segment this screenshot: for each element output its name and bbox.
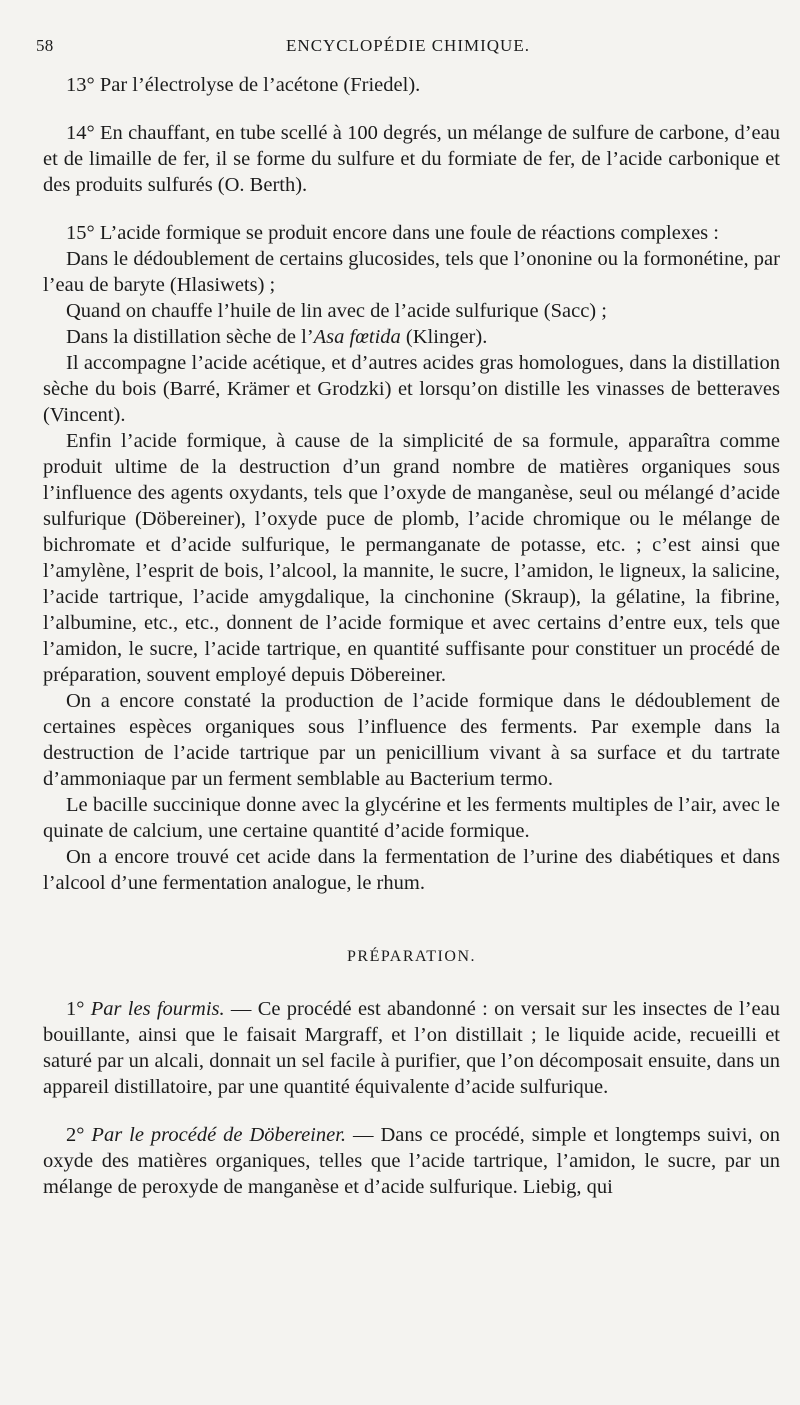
paragraph-ferments: On a encore constaté la production de l’acide formique dans le dédoublement de certaines espèces organiques sous l’influence des ferments. Par exemple dans la destruction de l’acide tartrique par un penicillium vivant à sa surface et du tartrate d’ammoniaque par un ferment semblable au Bacterium termo. xyxy=(43,690,780,790)
paragraph-14: 14° En chauffant, en tube scellé à 100 degrés, un mélange de sulfure de carbone, d’eau et de limaille de fer, il se forme du sulfure et du formiate de fer, de l’acide carbonique et des produits sulfurés (O. Berth). xyxy=(43,122,780,196)
method-text: — Dans ce procédé, simple et longtemps suivi, on oxyde des matières organiques, telles que l’acide tartrique, l’amidon, le sucre, par un mélange de peroxyde de manganèse et d’acide sulfurique. Liebig, qui xyxy=(43,1124,780,1198)
method-dobereiner xyxy=(43,1122,780,1200)
paragraph-urine-diabetiques: On a encore trouvé cet acide dans la fermentation de l’urine des diabétiques et dans l’alcool d’une fermentation analogue, le rhum. xyxy=(43,846,780,894)
body-text xyxy=(43,72,780,1200)
section-heading-preparation: PRÉPARATION. xyxy=(347,948,476,965)
method-title: Par les fourmis. xyxy=(90,998,225,1020)
page-header xyxy=(36,36,780,60)
paragraph-13: 13° Par l’électrolyse de l’acétone (Friedel). xyxy=(66,74,421,96)
method-text: — Ce procédé est abandonné : on versait sur les insectes de l’eau bouillante, ainsi que le faisait Margraff, et l’on distillait ; le liquide acide, recueilli et saturé par un alcali, donnait un sel facile à purifier, que l’on décomposait ensuite, dans un appareil distillatoire, par une quantité équivalente d’acide sulfurique. xyxy=(43,998,781,1098)
method-number: 2° xyxy=(66,1124,92,1146)
paragraph-acide-acetique: Il accompagne l’acide acétique, et d’autres acides gras homologues, dans la distillation sèche du bois (Barré, Krämer et Grodzki) et lorsqu’on distille les vinasses de betteraves (Vincent). xyxy=(43,352,780,426)
text-fragment: Dans la distillation sèche de l’ xyxy=(66,326,314,348)
text-fragment: (Klinger). xyxy=(400,326,488,348)
running-title: ENCYCLOPÉDIE CHIMIQUE. xyxy=(286,36,530,55)
paragraph-15-huile-de-lin: Quand on chauffe l’huile de lin avec de l’acide sulfurique (Sacc) ; xyxy=(66,300,607,322)
paragraph-destruction-oxydants: Enfin l’acide formique, à cause de la simplicité de sa formule, apparaîtra comme produit ultime de la destruction d’un grand nombre de matières organiques sous l’influence des agents oxydants, tels que l’oxyde de manganèse, seul ou mélangé d’acide sulfurique (Döbereiner), l’oxyde puce de plomb, l’acide chromique ou le mélange de bichromate et d’acide sulfurique, le permanganate de potasse, etc. ; c’est ainsi que l’amylène, l’esprit de bois, l’alcool, la mannite, le sucre, l’amidon, le ligneux, la salicine, l’acide tartrique, l’acide amygdalique, la cinchonine (Skraup), la gélatine, la fibrine, l’albumine, etc., etc., donnent de l’acide formique et avec certains d’entre eux, tels que l’amidon, le sucre, l’acide tartrique, en quantité suffisante pour constituer un procédé de préparation, souvent employé depuis Döbereiner. xyxy=(43,430,780,686)
method-title: Par le procédé de Döbereiner. xyxy=(91,1124,347,1146)
method-fourmis xyxy=(43,996,780,1100)
paragraph-15-glucosides: Dans le dédoublement de certains glucosides, tels que l’ononine ou la formonétine, par l’eau de baryte (Hlasiwets) ; xyxy=(43,248,780,296)
paragraph-15-asa-foetida xyxy=(43,324,780,350)
italic-term: Asa fœtida xyxy=(313,326,401,348)
paragraph-15: 15° L’acide formique se produit encore dans une foule de réactions complexes : xyxy=(66,222,719,244)
method-number: 1° xyxy=(66,998,91,1020)
page-number: 58 xyxy=(36,36,54,55)
paragraph-bacille-succinique: Le bacille succinique donne avec la glycérine et les ferments multiples de l’air, avec le quinate de calcium, une certaine quantité d’acide formique. xyxy=(43,794,780,842)
